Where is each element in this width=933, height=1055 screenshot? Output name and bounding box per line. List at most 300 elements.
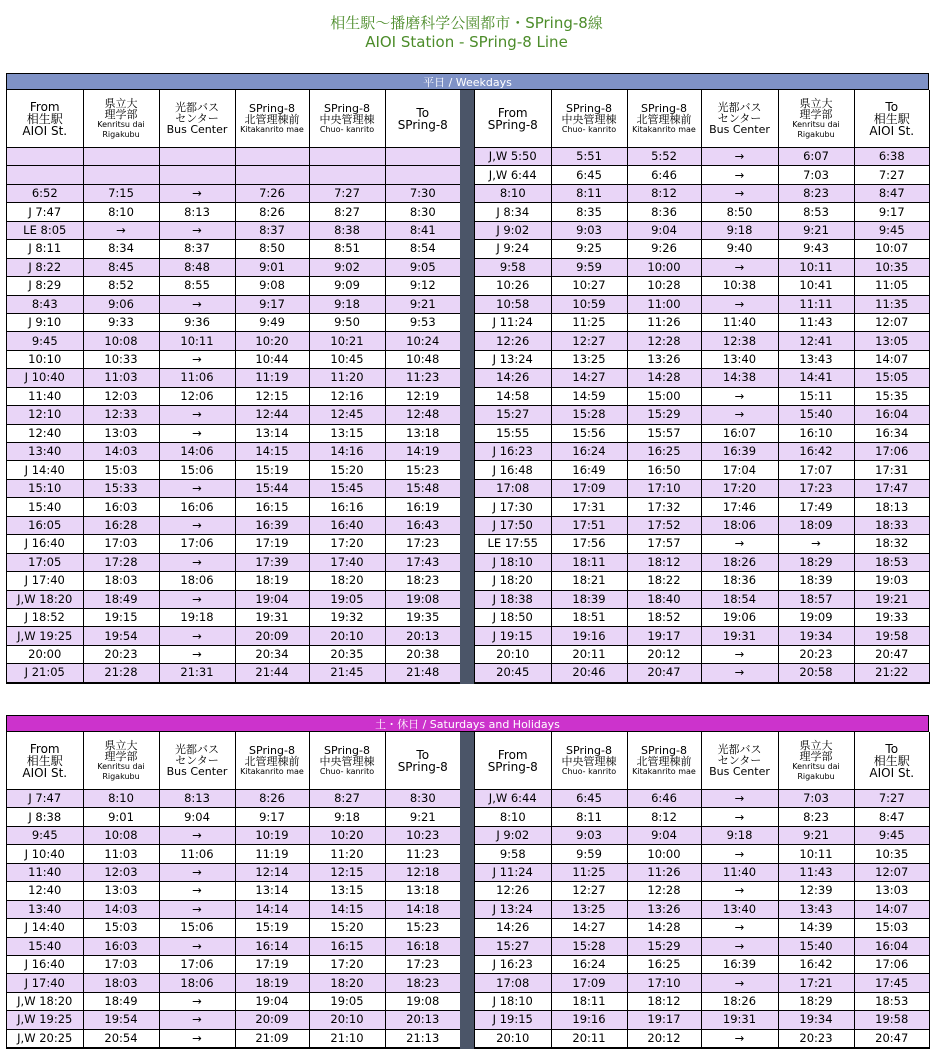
time-cell: 8:51 xyxy=(309,240,385,258)
time-cell: 7:03 xyxy=(778,166,854,184)
time-cell: → xyxy=(701,790,778,808)
time-cell: 19:17 xyxy=(627,627,701,645)
time-cell: → xyxy=(701,148,778,166)
time-cell: 9:25 xyxy=(551,240,627,258)
time-cell: 10:35 xyxy=(854,845,929,863)
time-cell: 15:33 xyxy=(83,479,159,497)
time-cell: 17:20 xyxy=(309,535,385,553)
table-row xyxy=(475,608,929,626)
time-cell: 16:18 xyxy=(385,937,460,955)
time-cell: 17:19 xyxy=(235,535,309,553)
column-header xyxy=(551,732,627,790)
time-cell: 17:45 xyxy=(854,974,929,992)
column-header xyxy=(627,90,701,148)
column-header xyxy=(7,732,83,790)
time-cell: → xyxy=(701,882,778,900)
time-cell: 17:06 xyxy=(159,535,235,553)
time-cell: 12:03 xyxy=(83,863,159,881)
header-line: SPring-8 xyxy=(249,101,295,115)
time-cell xyxy=(83,166,159,184)
time-cell: → xyxy=(701,166,778,184)
time-cell: 12:38 xyxy=(701,332,778,350)
table-row xyxy=(7,387,460,405)
time-cell: 13:25 xyxy=(551,350,627,368)
time-cell: 14:41 xyxy=(778,369,854,387)
table-row xyxy=(7,1011,460,1029)
table-row xyxy=(475,572,929,590)
time-cell: 6:46 xyxy=(627,790,701,808)
time-cell: 18:26 xyxy=(701,992,778,1010)
time-cell: 17:06 xyxy=(159,955,235,973)
weekends-inbound xyxy=(474,732,930,1049)
header-line: 相生駅 xyxy=(873,753,910,768)
time-cell: → xyxy=(701,937,778,955)
table-row xyxy=(475,645,929,663)
time-cell: 18:03 xyxy=(83,572,159,590)
time-cell: J 17:50 xyxy=(475,516,551,534)
table-row xyxy=(475,937,929,955)
time-cell: 16:39 xyxy=(701,443,778,461)
time-cell: 15:40 xyxy=(7,498,83,516)
header-line: 中央管理棟 xyxy=(319,754,375,768)
header-line: 理学部 xyxy=(104,107,138,121)
time-cell: 11:03 xyxy=(83,845,159,863)
time-cell: 16:24 xyxy=(551,955,627,973)
time-cell: 9:03 xyxy=(551,221,627,239)
time-cell: 9:49 xyxy=(235,313,309,331)
weekdays-banner: 平日 / Weekdays xyxy=(6,73,929,90)
weekdays-inbound-table xyxy=(475,90,929,683)
time-cell: 15:44 xyxy=(235,479,309,497)
time-cell: 11:43 xyxy=(778,313,854,331)
weekdays-timetable xyxy=(6,73,929,684)
time-cell: 8:41 xyxy=(385,221,460,239)
time-cell: 11:40 xyxy=(701,313,778,331)
time-cell: 13:25 xyxy=(551,900,627,918)
table-row xyxy=(475,992,929,1010)
time-cell: 20:47 xyxy=(854,645,929,663)
time-cell: 17:10 xyxy=(627,974,701,992)
time-cell: 14:19 xyxy=(385,443,460,461)
time-cell: 15:27 xyxy=(475,406,551,424)
time-cell: 11:35 xyxy=(854,295,929,313)
time-cell: 15:40 xyxy=(778,937,854,955)
time-cell: → xyxy=(159,1029,235,1047)
time-cell: 18:23 xyxy=(385,572,460,590)
header-line: To xyxy=(416,747,430,762)
time-cell: → xyxy=(159,184,235,202)
table-row xyxy=(7,974,460,992)
time-cell: → xyxy=(159,221,235,239)
time-cell: 17:40 xyxy=(309,553,385,571)
header-line: AIOI St. xyxy=(869,123,915,138)
header-line: AIOI St. xyxy=(22,123,68,138)
time-cell: 9:05 xyxy=(385,258,460,276)
column-header xyxy=(235,732,309,790)
time-cell: 19:08 xyxy=(385,590,460,608)
table-row xyxy=(7,221,460,239)
time-cell: 18:40 xyxy=(627,590,701,608)
table-row xyxy=(7,498,460,516)
time-cell: 9:12 xyxy=(385,277,460,295)
time-cell: 18:23 xyxy=(385,974,460,992)
time-cell: 19:54 xyxy=(83,627,159,645)
time-cell: 21:10 xyxy=(309,1029,385,1047)
time-cell: 18:29 xyxy=(778,553,854,571)
time-cell: 12:16 xyxy=(309,387,385,405)
time-cell: 11:20 xyxy=(309,845,385,863)
header-line: 相生駅 xyxy=(873,111,910,126)
time-cell: 12:28 xyxy=(627,332,701,350)
time-cell: 16:25 xyxy=(627,955,701,973)
time-cell: 17:20 xyxy=(309,955,385,973)
time-cell: 5:52 xyxy=(627,148,701,166)
time-cell: 11:00 xyxy=(627,295,701,313)
time-cell: 8:10 xyxy=(475,184,551,202)
time-cell: 18:22 xyxy=(627,572,701,590)
time-cell: 7:27 xyxy=(309,184,385,202)
time-cell: 18:19 xyxy=(235,572,309,590)
column-header xyxy=(627,732,701,790)
time-cell: 14:07 xyxy=(854,900,929,918)
time-cell: 20:10 xyxy=(309,1011,385,1029)
time-cell: J 9:10 xyxy=(7,313,83,331)
table-row xyxy=(7,479,460,497)
time-cell: 15:19 xyxy=(235,461,309,479)
time-cell: 18:57 xyxy=(778,590,854,608)
time-cell: J 18:52 xyxy=(7,608,83,626)
time-cell: 9:01 xyxy=(235,258,309,276)
time-cell xyxy=(159,166,235,184)
header-line: Bus Center xyxy=(166,123,228,136)
time-cell: 11:43 xyxy=(778,863,854,881)
time-cell: 14:28 xyxy=(627,919,701,937)
column-header xyxy=(854,732,929,790)
table-row xyxy=(7,808,460,826)
time-cell: 10:20 xyxy=(309,826,385,844)
time-cell: J,W 19:25 xyxy=(7,1011,83,1029)
header-line: SPring-8 xyxy=(641,101,687,115)
time-cell: 12:19 xyxy=(385,387,460,405)
header-line: 光都バス xyxy=(717,743,762,756)
header-line: To xyxy=(416,105,430,120)
time-cell: 17:20 xyxy=(701,479,778,497)
time-cell: J 8:38 xyxy=(7,808,83,826)
time-cell: 10:41 xyxy=(778,277,854,295)
time-cell: 8:36 xyxy=(627,203,701,221)
time-cell: 12:45 xyxy=(309,406,385,424)
time-cell: 15:00 xyxy=(627,387,701,405)
time-cell: 15:11 xyxy=(778,387,854,405)
column-header xyxy=(778,732,854,790)
time-cell: 19:06 xyxy=(701,608,778,626)
time-cell: 12:14 xyxy=(235,863,309,881)
time-cell: 9:21 xyxy=(778,826,854,844)
time-cell: 11:06 xyxy=(159,369,235,387)
time-cell: 15:55 xyxy=(475,424,551,442)
time-cell: 16:39 xyxy=(701,955,778,973)
time-cell: J 21:05 xyxy=(7,664,83,682)
time-cell: 8:38 xyxy=(309,221,385,239)
time-cell: 12:27 xyxy=(551,332,627,350)
time-cell: 20:09 xyxy=(235,627,309,645)
time-cell: 17:47 xyxy=(854,479,929,497)
time-cell: 19:18 xyxy=(159,608,235,626)
table-divider xyxy=(460,90,474,684)
time-cell: → xyxy=(701,295,778,313)
time-cell: 17:07 xyxy=(778,461,854,479)
time-cell: 9:01 xyxy=(83,808,159,826)
header-line: SPring-8 xyxy=(324,101,370,115)
time-cell: 18:06 xyxy=(159,572,235,590)
time-cell: 18:29 xyxy=(778,992,854,1010)
time-cell: 14:15 xyxy=(309,900,385,918)
header-subline: Kitakanrito mae xyxy=(632,766,696,776)
time-cell: 16:43 xyxy=(385,516,460,534)
time-cell: 19:33 xyxy=(854,608,929,626)
time-cell: → xyxy=(701,808,778,826)
table-row xyxy=(475,166,929,184)
table-row xyxy=(7,313,460,331)
header-line: センター xyxy=(175,754,219,767)
column-header xyxy=(701,732,778,790)
time-cell: 11:40 xyxy=(7,387,83,405)
table-row xyxy=(475,790,929,808)
time-cell: 14:07 xyxy=(854,350,929,368)
time-cell: 8:10 xyxy=(83,203,159,221)
time-cell: 8:13 xyxy=(159,203,235,221)
time-cell: 9:21 xyxy=(385,808,460,826)
time-cell: 12:33 xyxy=(83,406,159,424)
time-cell: 9:50 xyxy=(309,313,385,331)
time-cell: 11:40 xyxy=(7,863,83,881)
time-cell: 8:35 xyxy=(551,203,627,221)
table-row xyxy=(475,1011,929,1029)
time-cell: 16:15 xyxy=(235,498,309,516)
time-cell: 21:48 xyxy=(385,664,460,682)
header-line: 理学部 xyxy=(104,749,138,763)
time-cell: → xyxy=(701,184,778,202)
time-cell: 21:31 xyxy=(159,664,235,682)
time-cell: 14:38 xyxy=(701,369,778,387)
time-cell: 21:45 xyxy=(309,664,385,682)
time-cell: → xyxy=(159,992,235,1010)
table-row xyxy=(475,406,929,424)
time-cell: 13:03 xyxy=(83,424,159,442)
time-cell: 18:53 xyxy=(854,992,929,1010)
header-line: 県立大 xyxy=(104,738,138,752)
time-cell: 21:28 xyxy=(83,664,159,682)
time-cell: → xyxy=(701,258,778,276)
column-header xyxy=(309,90,385,148)
time-cell: 15:03 xyxy=(854,919,929,937)
time-cell: 9:45 xyxy=(854,221,929,239)
time-cell: J 14:40 xyxy=(7,919,83,937)
table-row xyxy=(475,627,929,645)
time-cell: 17:09 xyxy=(551,974,627,992)
time-cell: J 18:20 xyxy=(475,572,551,590)
header-line: SPring-8 xyxy=(487,117,538,132)
time-cell: J,W 5:50 xyxy=(475,148,551,166)
table-row xyxy=(475,974,929,992)
time-cell: 9:33 xyxy=(83,313,159,331)
header-line: SPring-8 xyxy=(487,759,538,774)
time-cell: 9:04 xyxy=(627,826,701,844)
table-row xyxy=(475,535,929,553)
time-cell: 7:15 xyxy=(83,184,159,202)
time-cell: 18:03 xyxy=(83,974,159,992)
time-cell: 11:26 xyxy=(627,313,701,331)
time-cell: 13:15 xyxy=(309,882,385,900)
time-cell: 18:32 xyxy=(854,535,929,553)
time-cell: 18:51 xyxy=(551,608,627,626)
time-cell: 19:04 xyxy=(235,992,309,1010)
time-cell: 12:15 xyxy=(309,863,385,881)
time-cell: 16:10 xyxy=(778,424,854,442)
time-cell: 19:05 xyxy=(309,590,385,608)
time-cell: 19:34 xyxy=(778,1011,854,1029)
time-cell: 9:45 xyxy=(7,332,83,350)
table-row xyxy=(475,826,929,844)
header-line: AIOI St. xyxy=(22,765,68,780)
header-subline: Kitakanrito mae xyxy=(632,124,696,134)
header-line: 光都バス xyxy=(175,101,219,114)
time-cell: 9:58 xyxy=(475,845,551,863)
time-cell: → xyxy=(701,645,778,663)
time-cell: 8:10 xyxy=(83,790,159,808)
time-cell: 8:13 xyxy=(159,790,235,808)
time-cell: 16:16 xyxy=(309,498,385,516)
time-cell: J,W 19:25 xyxy=(7,627,83,645)
time-cell: J 18:10 xyxy=(475,553,551,571)
time-cell: 8:53 xyxy=(778,203,854,221)
time-cell: 21:13 xyxy=(385,1029,460,1047)
time-cell xyxy=(83,148,159,166)
time-cell: 21:44 xyxy=(235,664,309,682)
header-line: From xyxy=(497,747,528,762)
time-cell: 17:32 xyxy=(627,498,701,516)
time-cell: 16:28 xyxy=(83,516,159,534)
time-cell: 6:45 xyxy=(551,790,627,808)
time-cell: 19:17 xyxy=(627,1011,701,1029)
time-cell: 11:20 xyxy=(309,369,385,387)
time-cell: 6:52 xyxy=(7,184,83,202)
time-cell: 19:21 xyxy=(854,590,929,608)
time-cell: 19:58 xyxy=(854,627,929,645)
time-cell: 12:06 xyxy=(159,387,235,405)
time-cell: 11:05 xyxy=(854,277,929,295)
time-cell: 10:45 xyxy=(309,350,385,368)
table-row xyxy=(7,572,460,590)
time-cell xyxy=(235,166,309,184)
time-cell: 8:47 xyxy=(854,184,929,202)
time-cell: 17:04 xyxy=(701,461,778,479)
time-cell: 9:17 xyxy=(235,295,309,313)
time-cell: 15:06 xyxy=(159,461,235,479)
column-header xyxy=(385,90,460,148)
column-header xyxy=(235,90,309,148)
time-cell: 19:03 xyxy=(854,572,929,590)
time-cell: → xyxy=(159,645,235,663)
header-line: To xyxy=(885,99,899,114)
time-cell: 15:20 xyxy=(309,461,385,479)
time-cell: 15:40 xyxy=(7,937,83,955)
table-row xyxy=(7,919,460,937)
time-cell: 17:21 xyxy=(778,974,854,992)
time-cell: → xyxy=(159,882,235,900)
time-cell: 17:08 xyxy=(475,974,551,992)
time-cell: 12:07 xyxy=(854,863,929,881)
time-cell: 20:46 xyxy=(551,664,627,682)
time-cell: → xyxy=(159,627,235,645)
time-cell: 10:24 xyxy=(385,332,460,350)
time-cell: 16:25 xyxy=(627,443,701,461)
time-cell: 15:03 xyxy=(83,461,159,479)
time-cell: → xyxy=(159,590,235,608)
time-cell: 9:53 xyxy=(385,313,460,331)
time-cell: 8:26 xyxy=(235,203,309,221)
time-cell: 8:55 xyxy=(159,277,235,295)
time-cell: 16:03 xyxy=(83,937,159,955)
table-row xyxy=(475,1029,929,1047)
time-cell: 10:10 xyxy=(7,350,83,368)
time-cell: → xyxy=(159,553,235,571)
time-cell: 18:52 xyxy=(627,608,701,626)
time-cell: 20:47 xyxy=(854,1029,929,1047)
time-cell: 12:40 xyxy=(7,424,83,442)
header-line: 北管理棟前 xyxy=(636,112,692,126)
header-line: 中央管理棟 xyxy=(561,112,617,126)
time-cell: 16:07 xyxy=(701,424,778,442)
time-cell: 10:20 xyxy=(235,332,309,350)
table-row xyxy=(475,443,929,461)
time-cell: 17:56 xyxy=(551,535,627,553)
time-cell: J 10:40 xyxy=(7,845,83,863)
time-cell: 19:16 xyxy=(551,1011,627,1029)
time-cell: 9:04 xyxy=(159,808,235,826)
time-cell: 18:53 xyxy=(854,553,929,571)
table-row xyxy=(475,553,929,571)
column-header xyxy=(83,90,159,148)
time-cell: 8:54 xyxy=(385,240,460,258)
time-cell: 19:16 xyxy=(551,627,627,645)
time-cell: 20:12 xyxy=(627,645,701,663)
time-cell: 18:20 xyxy=(309,974,385,992)
header-line: Bus Center xyxy=(709,123,770,136)
header-subline: Kenritsu dai xyxy=(97,119,145,129)
time-cell: 17:03 xyxy=(83,955,159,973)
table-row xyxy=(7,645,460,663)
time-cell: 13:18 xyxy=(385,882,460,900)
time-cell: 10:19 xyxy=(235,826,309,844)
time-cell: → xyxy=(159,479,235,497)
header-line: From xyxy=(497,105,528,120)
time-cell: 15:03 xyxy=(83,919,159,937)
time-cell xyxy=(7,148,83,166)
time-cell: 14:03 xyxy=(83,900,159,918)
header-line: 県立大 xyxy=(799,96,833,110)
time-cell: 9:59 xyxy=(551,845,627,863)
time-cell: 19:58 xyxy=(854,1011,929,1029)
column-header xyxy=(159,90,235,148)
time-cell: 8:43 xyxy=(7,295,83,313)
time-cell: → xyxy=(701,664,778,682)
time-cell: 16:50 xyxy=(627,461,701,479)
time-cell: 9:59 xyxy=(551,258,627,276)
time-cell: 18:09 xyxy=(778,516,854,534)
time-cell: 19:32 xyxy=(309,608,385,626)
title-japanese: 相生駅～播磨科学公園都市・SPring-8線 xyxy=(330,14,603,32)
